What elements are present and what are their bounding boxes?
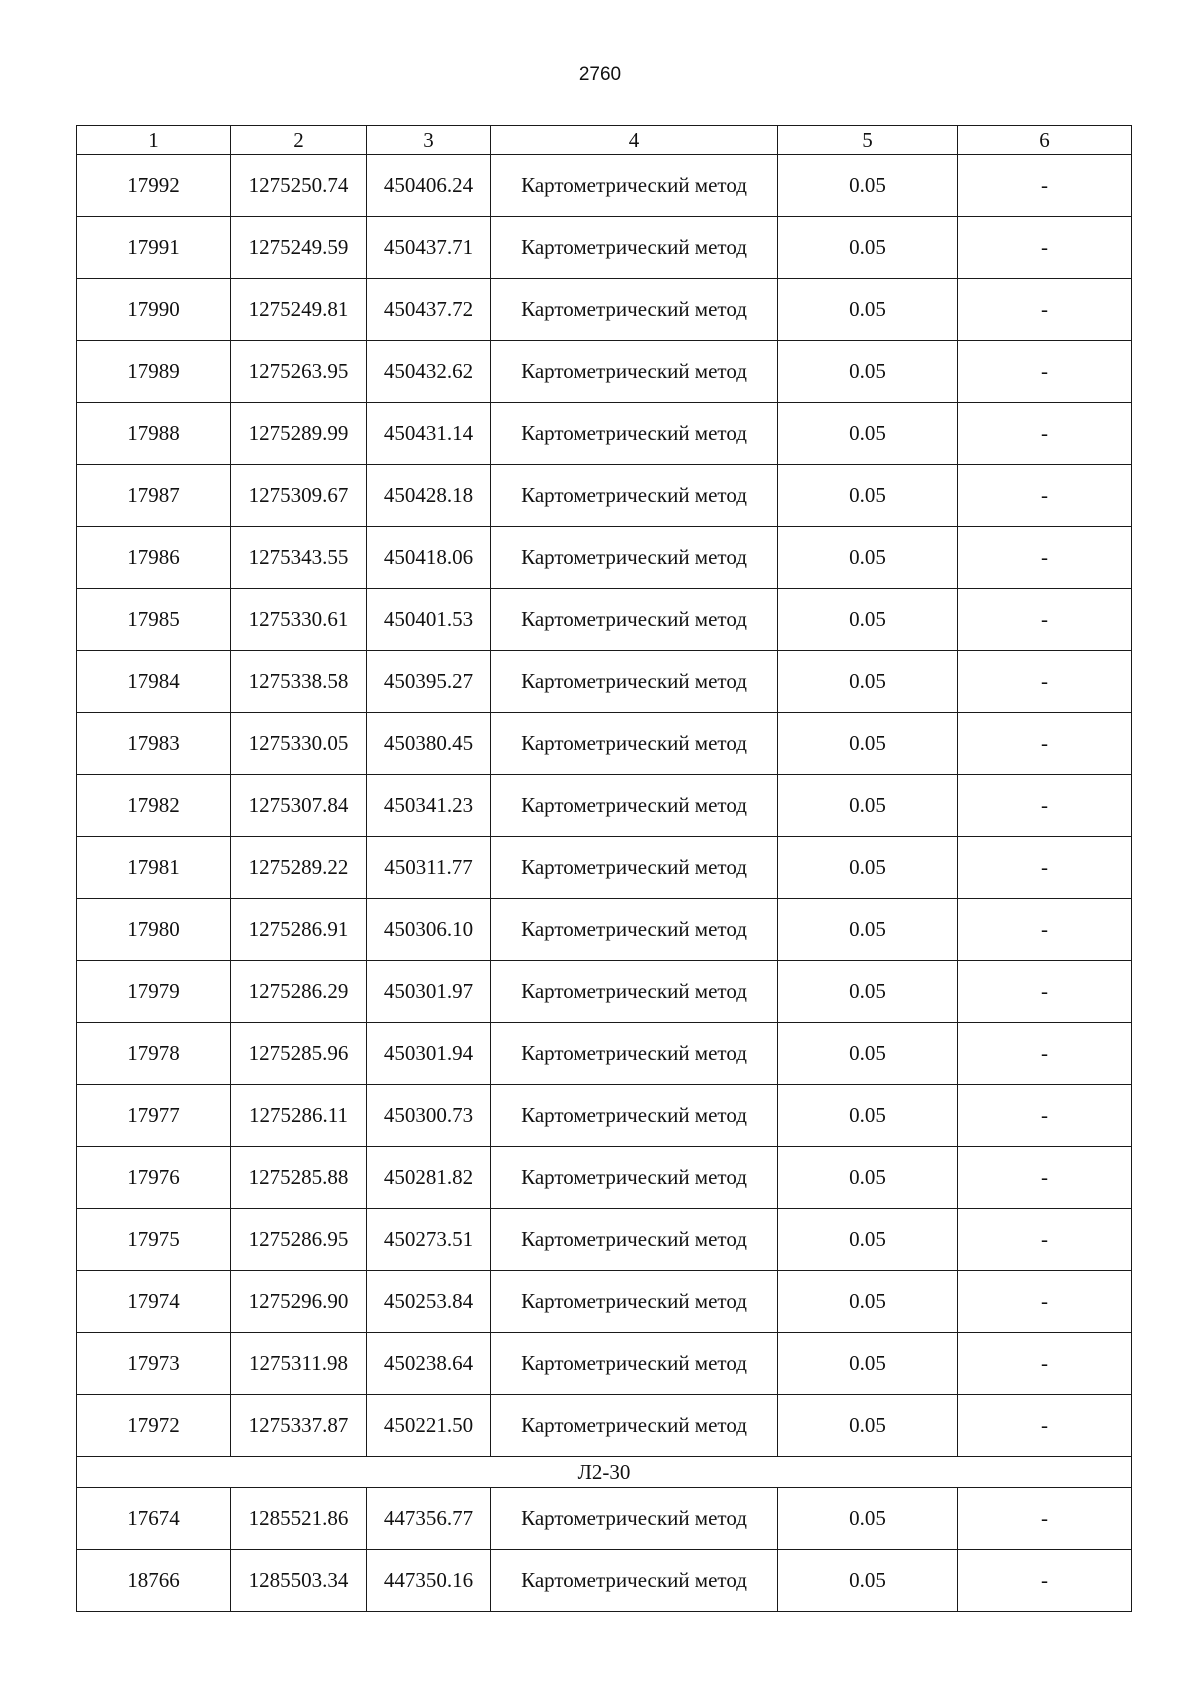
- x-coordinate-cell: 1275296.90: [231, 1271, 367, 1333]
- point-number-cell: 17982: [77, 775, 231, 837]
- y-coordinate-cell: 450300.73: [367, 1085, 491, 1147]
- precision-cell: 0.05: [778, 961, 958, 1023]
- method-cell: Картометрический метод: [491, 713, 778, 775]
- table-row: [77, 1488, 1132, 1550]
- note-cell: -: [958, 1488, 1132, 1550]
- y-coordinate-cell: 450406.24: [367, 155, 491, 217]
- table-row: [77, 341, 1132, 403]
- precision-cell: 0.05: [778, 217, 958, 279]
- precision-cell: 0.05: [778, 1209, 958, 1271]
- method-cell: Картометрический метод: [491, 217, 778, 279]
- x-coordinate-cell: 1275289.22: [231, 837, 367, 899]
- point-number-cell: 17978: [77, 1023, 231, 1085]
- note-cell: -: [958, 403, 1132, 465]
- x-coordinate-cell: 1275285.96: [231, 1023, 367, 1085]
- point-number-cell: 17990: [77, 279, 231, 341]
- x-coordinate-cell: 1275249.59: [231, 217, 367, 279]
- method-cell: Картометрический метод: [491, 1147, 778, 1209]
- x-coordinate-cell: 1275330.61: [231, 589, 367, 651]
- point-number-cell: 17987: [77, 465, 231, 527]
- x-coordinate-cell: 1275263.95: [231, 341, 367, 403]
- y-coordinate-cell: 450221.50: [367, 1395, 491, 1457]
- note-cell: -: [958, 465, 1132, 527]
- point-number-cell: 17976: [77, 1147, 231, 1209]
- y-coordinate-cell: 450301.97: [367, 961, 491, 1023]
- x-coordinate-cell: 1275285.88: [231, 1147, 367, 1209]
- method-cell: Картометрический метод: [491, 155, 778, 217]
- precision-cell: 0.05: [778, 1271, 958, 1333]
- method-cell: Картометрический метод: [491, 961, 778, 1023]
- x-coordinate-cell: 1275338.58: [231, 651, 367, 713]
- note-cell: -: [958, 155, 1132, 217]
- y-coordinate-cell: 450428.18: [367, 465, 491, 527]
- note-cell: -: [958, 899, 1132, 961]
- y-coordinate-cell: 450401.53: [367, 589, 491, 651]
- precision-cell: 0.05: [778, 899, 958, 961]
- note-cell: -: [958, 713, 1132, 775]
- note-cell: -: [958, 837, 1132, 899]
- note-cell: -: [958, 651, 1132, 713]
- table-row: [77, 1023, 1132, 1085]
- precision-cell: 0.05: [778, 1085, 958, 1147]
- y-coordinate-cell: 450341.23: [367, 775, 491, 837]
- method-cell: Картометрический метод: [491, 899, 778, 961]
- column-header: 3: [367, 126, 491, 155]
- point-number-cell: 17992: [77, 155, 231, 217]
- precision-cell: 0.05: [778, 1488, 958, 1550]
- note-cell: -: [958, 775, 1132, 837]
- y-coordinate-cell: 447350.16: [367, 1550, 491, 1612]
- column-header: 5: [778, 126, 958, 155]
- method-cell: Картометрический метод: [491, 589, 778, 651]
- x-coordinate-cell: 1275337.87: [231, 1395, 367, 1457]
- y-coordinate-cell: 450273.51: [367, 1209, 491, 1271]
- y-coordinate-cell: 450431.14: [367, 403, 491, 465]
- coordinates-table: [76, 125, 1132, 1612]
- precision-cell: 0.05: [778, 713, 958, 775]
- x-coordinate-cell: 1285521.86: [231, 1488, 367, 1550]
- method-cell: Картометрический метод: [491, 1023, 778, 1085]
- point-number-cell: 17991: [77, 217, 231, 279]
- method-cell: Картометрический метод: [491, 1333, 778, 1395]
- table-row: [77, 1395, 1132, 1457]
- y-coordinate-cell: 450432.62: [367, 341, 491, 403]
- column-header: 6: [958, 126, 1132, 155]
- x-coordinate-cell: 1275286.95: [231, 1209, 367, 1271]
- precision-cell: 0.05: [778, 403, 958, 465]
- x-coordinate-cell: 1275330.05: [231, 713, 367, 775]
- method-cell: Картометрический метод: [491, 403, 778, 465]
- y-coordinate-cell: 450253.84: [367, 1271, 491, 1333]
- table-row: [77, 1085, 1132, 1147]
- table-row: [77, 465, 1132, 527]
- y-coordinate-cell: 450437.72: [367, 279, 491, 341]
- table-row: [77, 775, 1132, 837]
- x-coordinate-cell: 1285503.34: [231, 1550, 367, 1612]
- point-number-cell: 17974: [77, 1271, 231, 1333]
- precision-cell: 0.05: [778, 837, 958, 899]
- method-cell: Картометрический метод: [491, 1488, 778, 1550]
- note-cell: -: [958, 1550, 1132, 1612]
- x-coordinate-cell: 1275286.11: [231, 1085, 367, 1147]
- precision-cell: 0.05: [778, 155, 958, 217]
- note-cell: -: [958, 279, 1132, 341]
- precision-cell: 0.05: [778, 527, 958, 589]
- precision-cell: 0.05: [778, 465, 958, 527]
- table-row: [77, 403, 1132, 465]
- precision-cell: 0.05: [778, 279, 958, 341]
- section-row: [77, 1457, 1132, 1488]
- y-coordinate-cell: 450306.10: [367, 899, 491, 961]
- method-cell: Картометрический метод: [491, 1271, 778, 1333]
- note-cell: -: [958, 1023, 1132, 1085]
- method-cell: Картометрический метод: [491, 775, 778, 837]
- table-row: [77, 651, 1132, 713]
- x-coordinate-cell: 1275311.98: [231, 1333, 367, 1395]
- y-coordinate-cell: 450301.94: [367, 1023, 491, 1085]
- point-number-cell: 17989: [77, 341, 231, 403]
- point-number-cell: 17977: [77, 1085, 231, 1147]
- method-cell: Картометрический метод: [491, 1395, 778, 1457]
- x-coordinate-cell: 1275343.55: [231, 527, 367, 589]
- method-cell: Картометрический метод: [491, 465, 778, 527]
- precision-cell: 0.05: [778, 589, 958, 651]
- point-number-cell: 17988: [77, 403, 231, 465]
- table-row: [77, 837, 1132, 899]
- x-coordinate-cell: 1275307.84: [231, 775, 367, 837]
- note-cell: -: [958, 1333, 1132, 1395]
- y-coordinate-cell: 450395.27: [367, 651, 491, 713]
- table-row: [77, 1271, 1132, 1333]
- precision-cell: 0.05: [778, 1147, 958, 1209]
- method-cell: Картометрический метод: [491, 651, 778, 713]
- y-coordinate-cell: 450418.06: [367, 527, 491, 589]
- table-header-row: [77, 126, 1132, 155]
- note-cell: -: [958, 341, 1132, 403]
- y-coordinate-cell: 450311.77: [367, 837, 491, 899]
- point-number-cell: 17986: [77, 527, 231, 589]
- method-cell: Картометрический метод: [491, 341, 778, 403]
- method-cell: Картометрический метод: [491, 527, 778, 589]
- x-coordinate-cell: 1275309.67: [231, 465, 367, 527]
- precision-cell: 0.05: [778, 341, 958, 403]
- point-number-cell: 17972: [77, 1395, 231, 1457]
- precision-cell: 0.05: [778, 1395, 958, 1457]
- table-row: [77, 155, 1132, 217]
- method-cell: Картометрический метод: [491, 1209, 778, 1271]
- y-coordinate-cell: 447356.77: [367, 1488, 491, 1550]
- x-coordinate-cell: 1275249.81: [231, 279, 367, 341]
- point-number-cell: 18766: [77, 1550, 231, 1612]
- x-coordinate-cell: 1275250.74: [231, 155, 367, 217]
- point-number-cell: 17975: [77, 1209, 231, 1271]
- table-row: [77, 279, 1132, 341]
- note-cell: -: [958, 1271, 1132, 1333]
- table-row: [77, 713, 1132, 775]
- table-row: [77, 961, 1132, 1023]
- note-cell: -: [958, 1395, 1132, 1457]
- precision-cell: 0.05: [778, 1023, 958, 1085]
- table-row: [77, 589, 1132, 651]
- note-cell: -: [958, 1085, 1132, 1147]
- note-cell: -: [958, 217, 1132, 279]
- method-cell: Картометрический метод: [491, 1085, 778, 1147]
- point-number-cell: 17980: [77, 899, 231, 961]
- method-cell: Картометрический метод: [491, 837, 778, 899]
- table-row: [77, 1333, 1132, 1395]
- precision-cell: 0.05: [778, 651, 958, 713]
- y-coordinate-cell: 450238.64: [367, 1333, 491, 1395]
- point-number-cell: 17674: [77, 1488, 231, 1550]
- y-coordinate-cell: 450380.45: [367, 713, 491, 775]
- note-cell: -: [958, 961, 1132, 1023]
- table-row: [77, 1550, 1132, 1612]
- note-cell: -: [958, 589, 1132, 651]
- precision-cell: 0.05: [778, 1333, 958, 1395]
- point-number-cell: 17985: [77, 589, 231, 651]
- note-cell: -: [958, 1147, 1132, 1209]
- point-number-cell: 17984: [77, 651, 231, 713]
- precision-cell: 0.05: [778, 775, 958, 837]
- x-coordinate-cell: 1275289.99: [231, 403, 367, 465]
- method-cell: Картометрический метод: [491, 1550, 778, 1612]
- column-header: 4: [491, 126, 778, 155]
- point-number-cell: 17979: [77, 961, 231, 1023]
- column-header: 2: [231, 126, 367, 155]
- point-number-cell: 17981: [77, 837, 231, 899]
- point-number-cell: 17983: [77, 713, 231, 775]
- x-coordinate-cell: 1275286.91: [231, 899, 367, 961]
- x-coordinate-cell: 1275286.29: [231, 961, 367, 1023]
- method-cell: Картометрический метод: [491, 279, 778, 341]
- coordinates-table-body: [77, 126, 1132, 1612]
- note-cell: -: [958, 1209, 1132, 1271]
- y-coordinate-cell: 450437.71: [367, 217, 491, 279]
- precision-cell: 0.05: [778, 1550, 958, 1612]
- table-row: [77, 899, 1132, 961]
- note-cell: -: [958, 527, 1132, 589]
- point-number-cell: 17973: [77, 1333, 231, 1395]
- column-header: 1: [77, 126, 231, 155]
- section-label: Л2-30: [77, 1457, 1132, 1488]
- table-row: [77, 1209, 1132, 1271]
- page-number: 2760: [578, 64, 622, 85]
- y-coordinate-cell: 450281.82: [367, 1147, 491, 1209]
- table-row: [77, 217, 1132, 279]
- table-row: [77, 1147, 1132, 1209]
- table-row: [77, 527, 1132, 589]
